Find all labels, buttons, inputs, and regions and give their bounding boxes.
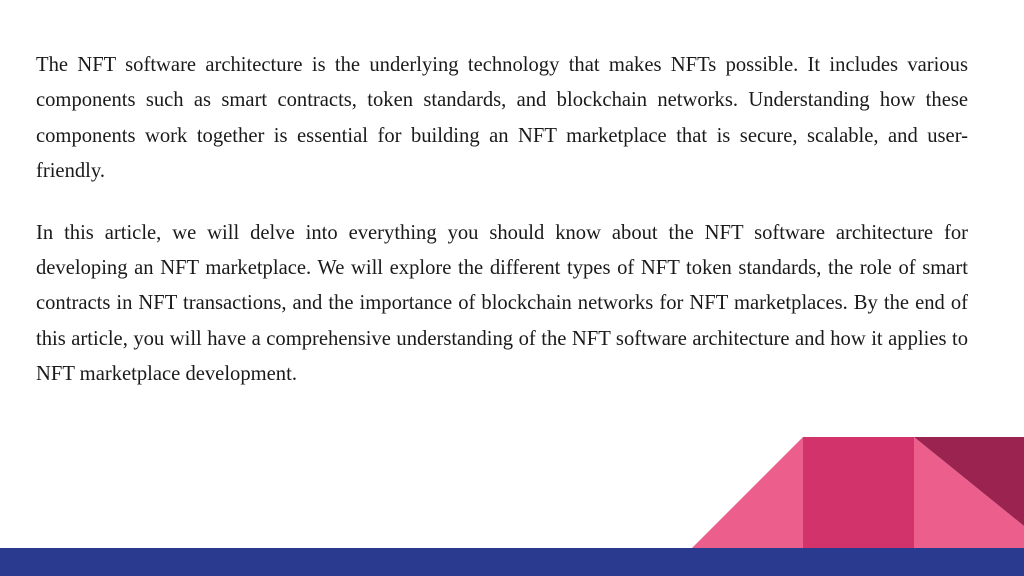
pink-square-middle xyxy=(803,437,914,548)
pink-triangle-left xyxy=(692,437,803,548)
article-paragraph-1: The NFT software architecture is the underlying technology that makes NFTs possible. It includes various components such as smart contracts, token standards, and blockchain networks. Understanding how these components work together is essential for building an NFT marketplace that is secure, scalable, and user-friendly. xyxy=(36,54,968,183)
article-paragraph-2: In this article, we will delve into everything you should know about the NFT software architecture for developing an NFT marketplace. We will explore the different types of NFT token standards, the role of smart contracts in NFT transactions, and the importance of blockchain networks for NFT marketplaces. By the end of this article, you will have a comprehensive understanding of the NFT software architecture and how it applies to NFT marketplace development. xyxy=(36,221,968,386)
bottom-bar xyxy=(0,548,1024,576)
